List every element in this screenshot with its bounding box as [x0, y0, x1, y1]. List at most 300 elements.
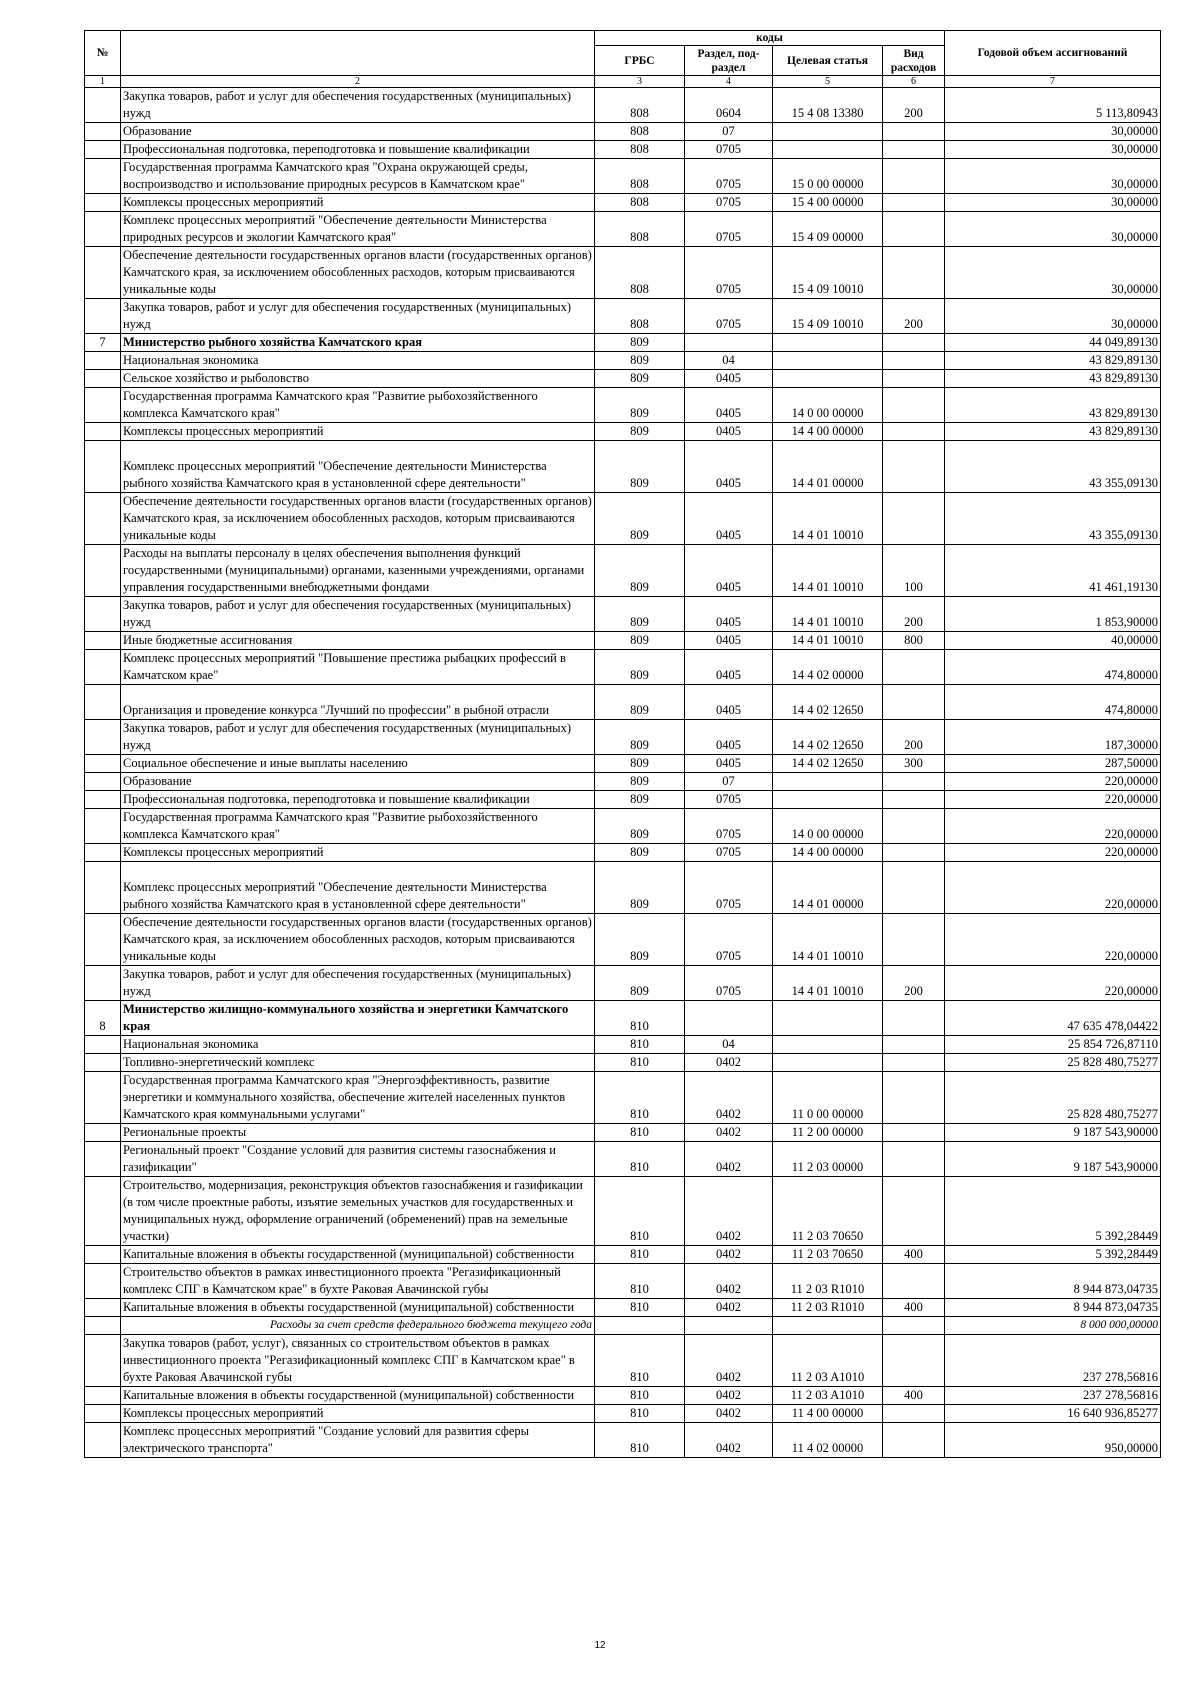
table-row — [85, 844, 1161, 862]
row-target: 15 4 09 00000 — [773, 212, 883, 247]
row-section: 0405 — [685, 755, 773, 773]
row-exptype — [883, 423, 945, 441]
row-section: 0705 — [685, 141, 773, 159]
row-amount: 43 829,89130 — [945, 352, 1161, 370]
row-number — [85, 773, 121, 791]
row-grbs: 809 — [595, 720, 685, 755]
colnum-3: 3 — [595, 76, 685, 88]
row-grbs — [595, 1317, 685, 1335]
row-section: 0402 — [685, 1124, 773, 1142]
row-number — [85, 1142, 121, 1177]
row-amount: 25 828 480,75277 — [945, 1054, 1161, 1072]
row-target: 11 2 03 R1010 — [773, 1264, 883, 1299]
row-name: Организация и проведение конкурса "Лучший по профессии" в рыбной отрасли — [121, 685, 595, 720]
row-number — [85, 1423, 121, 1458]
table-row — [85, 809, 1161, 844]
row-target: 14 4 00 00000 — [773, 423, 883, 441]
row-name: Закупка товаров, работ и услуг для обеспечения государственных (муниципальных) нужд — [121, 966, 595, 1001]
row-grbs: 808 — [595, 159, 685, 194]
budget-table — [84, 30, 1161, 1458]
row-grbs: 809 — [595, 441, 685, 493]
row-exptype — [883, 352, 945, 370]
row-section: 0405 — [685, 441, 773, 493]
row-amount: 43 829,89130 — [945, 388, 1161, 423]
row-target: 15 4 09 10010 — [773, 299, 883, 334]
row-name: Топливно-энергетический комплекс — [121, 1054, 595, 1072]
row-amount: 30,00000 — [945, 247, 1161, 299]
row-target: 14 4 01 00000 — [773, 862, 883, 914]
row-target — [773, 352, 883, 370]
row-amount: 220,00000 — [945, 809, 1161, 844]
row-grbs: 810 — [595, 1177, 685, 1246]
row-section: 0405 — [685, 650, 773, 685]
table-row — [85, 914, 1161, 966]
row-exptype — [883, 123, 945, 141]
row-section: 0405 — [685, 493, 773, 545]
header-target: Целевая статья — [773, 46, 883, 76]
row-grbs: 809 — [595, 773, 685, 791]
row-name: Капитальные вложения в объекты государственной (муниципальной) собственности — [121, 1246, 595, 1264]
row-name: Государственная программа Камчатского края "Энергоэффективность, развитие энергетики и коммунального хозяйства, обеспечение жителей населенных пунктов Камчатского края коммунальными услугами" — [121, 1072, 595, 1124]
row-number — [85, 1405, 121, 1423]
row-number — [85, 1177, 121, 1246]
row-grbs: 808 — [595, 194, 685, 212]
row-number — [85, 194, 121, 212]
table-row — [85, 123, 1161, 141]
row-grbs: 810 — [595, 1124, 685, 1142]
row-number — [85, 247, 121, 299]
row-section: 0405 — [685, 423, 773, 441]
row-target: 14 4 02 00000 — [773, 650, 883, 685]
row-grbs: 810 — [595, 1054, 685, 1072]
table-row — [85, 370, 1161, 388]
row-number — [85, 1387, 121, 1405]
row-number — [85, 159, 121, 194]
row-target — [773, 1036, 883, 1054]
row-target: 14 4 00 00000 — [773, 844, 883, 862]
row-section — [685, 1001, 773, 1036]
row-name: Иные бюджетные ассигнования — [121, 632, 595, 650]
row-section: 0402 — [685, 1335, 773, 1387]
row-grbs: 810 — [595, 1264, 685, 1299]
row-exptype — [883, 1036, 945, 1054]
table-row — [85, 1335, 1161, 1387]
row-name: Региональные проекты — [121, 1124, 595, 1142]
row-amount: 47 635 478,04422 — [945, 1001, 1161, 1036]
colnum-6: 6 — [883, 76, 945, 88]
row-amount: 9 187 543,90000 — [945, 1124, 1161, 1142]
row-target: 11 2 00 00000 — [773, 1124, 883, 1142]
table-row — [85, 1177, 1161, 1246]
row-exptype — [883, 159, 945, 194]
row-section: 0705 — [685, 791, 773, 809]
table-row — [85, 755, 1161, 773]
row-exptype: 400 — [883, 1246, 945, 1264]
row-name: Комплексы процессных мероприятий — [121, 194, 595, 212]
row-number — [85, 650, 121, 685]
row-name: Национальная экономика — [121, 352, 595, 370]
row-amount: 16 640 936,85277 — [945, 1405, 1161, 1423]
row-grbs: 809 — [595, 423, 685, 441]
row-exptype: 100 — [883, 545, 945, 597]
row-section: 0705 — [685, 966, 773, 1001]
row-exptype — [883, 1264, 945, 1299]
row-amount: 30,00000 — [945, 159, 1161, 194]
row-exptype — [883, 141, 945, 159]
row-grbs: 810 — [595, 1142, 685, 1177]
row-exptype — [883, 247, 945, 299]
row-target: 14 4 01 10010 — [773, 545, 883, 597]
page-number: 12 — [594, 1640, 606, 1651]
row-section — [685, 1317, 773, 1335]
row-section: 0705 — [685, 844, 773, 862]
row-amount: 474,80000 — [945, 685, 1161, 720]
row-name: Профессиональная подготовка, переподготовка и повышение квалификации — [121, 791, 595, 809]
row-name: Закупка товаров, работ и услуг для обеспечения государственных (муниципальных) нужд — [121, 597, 595, 632]
row-amount: 8 944 873,04735 — [945, 1264, 1161, 1299]
row-name: Строительство объектов в рамках инвестиционного проекта "Регазификационный комплекс СПГ в Камчатском крае" в бухте Раковая Авачинской губы — [121, 1264, 595, 1299]
row-number — [85, 862, 121, 914]
row-grbs: 810 — [595, 1387, 685, 1405]
budget-sheet — [84, 30, 1160, 1458]
row-grbs: 810 — [595, 1335, 685, 1387]
row-name: Образование — [121, 773, 595, 791]
row-exptype — [883, 685, 945, 720]
row-section: 0405 — [685, 720, 773, 755]
row-exptype — [883, 334, 945, 352]
row-section: 0405 — [685, 545, 773, 597]
row-name: Комплекс процессных мероприятий "Обеспечение деятельности Министерства рыбного хозяйства Камчатского края в установленной сфере деятельности" — [121, 441, 595, 493]
table-row — [85, 441, 1161, 493]
row-exptype: 200 — [883, 966, 945, 1001]
header-exptype: Вид расходов — [883, 46, 945, 76]
header-section: Раздел, под-раздел — [685, 46, 773, 76]
row-exptype — [883, 914, 945, 966]
row-section: 0402 — [685, 1177, 773, 1246]
row-grbs: 810 — [595, 1299, 685, 1317]
row-number — [85, 914, 121, 966]
row-number — [85, 1054, 121, 1072]
row-grbs: 810 — [595, 1001, 685, 1036]
row-name: Сельское хозяйство и рыболовство — [121, 370, 595, 388]
row-target: 14 4 02 12650 — [773, 720, 883, 755]
table-row — [85, 1423, 1161, 1458]
row-name: Закупка товаров, работ и услуг для обеспечения государственных (муниципальных) нужд — [121, 88, 595, 123]
row-number — [85, 844, 121, 862]
row-exptype: 400 — [883, 1387, 945, 1405]
row-amount: 40,00000 — [945, 632, 1161, 650]
row-name: Комплекс процессных мероприятий "Обеспечение деятельности Министерства рыбного хозяйства Камчатского края в установленной сфере деятельности" — [121, 862, 595, 914]
row-name: Министерство рыбного хозяйства Камчатского края — [121, 334, 595, 352]
row-amount: 43 355,09130 — [945, 441, 1161, 493]
row-grbs: 809 — [595, 755, 685, 773]
row-target: 11 2 03 70650 — [773, 1246, 883, 1264]
row-amount: 8 944 873,04735 — [945, 1299, 1161, 1317]
row-number — [85, 441, 121, 493]
row-target: 11 2 03 00000 — [773, 1142, 883, 1177]
row-target — [773, 334, 883, 352]
table-row — [85, 334, 1161, 352]
row-grbs: 810 — [595, 1072, 685, 1124]
row-number: 8 — [85, 1001, 121, 1036]
row-target: 14 4 02 12650 — [773, 685, 883, 720]
row-name: Министерство жилищно-коммунального хозяйства и энергетики Камчатского края — [121, 1001, 595, 1036]
table-row — [85, 720, 1161, 755]
row-exptype — [883, 773, 945, 791]
row-grbs: 808 — [595, 299, 685, 334]
row-target: 14 0 00 00000 — [773, 388, 883, 423]
row-grbs: 808 — [595, 123, 685, 141]
row-amount: 220,00000 — [945, 773, 1161, 791]
table-row — [85, 1036, 1161, 1054]
row-exptype: 200 — [883, 597, 945, 632]
row-exptype — [883, 1124, 945, 1142]
row-number — [85, 632, 121, 650]
row-amount: 44 049,89130 — [945, 334, 1161, 352]
row-number — [85, 1317, 121, 1335]
row-number — [85, 352, 121, 370]
table-row — [85, 1299, 1161, 1317]
row-exptype — [883, 809, 945, 844]
row-number — [85, 755, 121, 773]
row-target: 14 4 01 10010 — [773, 632, 883, 650]
row-name: Комплекс процессных мероприятий "Повышение престижа рыбацких профессий в Камчатском крае" — [121, 650, 595, 685]
row-amount: 9 187 543,90000 — [945, 1142, 1161, 1177]
row-section: 0705 — [685, 914, 773, 966]
table-row — [85, 388, 1161, 423]
table-row — [85, 1072, 1161, 1124]
row-name: Комплексы процессных мероприятий — [121, 423, 595, 441]
row-amount: 220,00000 — [945, 862, 1161, 914]
row-number — [85, 370, 121, 388]
row-grbs: 810 — [595, 1423, 685, 1458]
row-number — [85, 1335, 121, 1387]
row-number: 7 — [85, 334, 121, 352]
row-name: Обеспечение деятельности государственных органов власти (государственных органов) Камчатского края, за исключением обособленных расходов, которым присваиваются уникальные коды — [121, 914, 595, 966]
colnum-4: 4 — [685, 76, 773, 88]
table-row — [85, 632, 1161, 650]
row-name: Расходы за счет средств федерального бюджета текущего года — [121, 1317, 595, 1335]
row-number — [85, 141, 121, 159]
row-section: 07 — [685, 123, 773, 141]
row-name: Комплекс процессных мероприятий "Обеспечение деятельности Министерства природных ресурсов и экологии Камчатского края" — [121, 212, 595, 247]
row-number — [85, 597, 121, 632]
row-number — [85, 1246, 121, 1264]
row-exptype — [883, 844, 945, 862]
row-amount: 220,00000 — [945, 966, 1161, 1001]
row-name: Региональный проект "Создание условий для развития системы газоснабжения и газификации" — [121, 1142, 595, 1177]
row-name: Закупка товаров (работ, услуг), связанных со строительством объектов в рамках инвестиционного проекта "Регазификационный комплекс СПГ в Камчатском крае" в бухте Раковая Авачинской губы — [121, 1335, 595, 1387]
row-section: 0705 — [685, 194, 773, 212]
row-target: 15 4 00 00000 — [773, 194, 883, 212]
row-section: 04 — [685, 352, 773, 370]
row-exptype: 800 — [883, 632, 945, 650]
row-name: Государственная программа Камчатского края "Охрана окружающей среды, воспроизводство и использование природных ресурсов в Камчатском крае" — [121, 159, 595, 194]
row-amount: 30,00000 — [945, 212, 1161, 247]
row-target: 11 2 03 A1010 — [773, 1335, 883, 1387]
row-number — [85, 123, 121, 141]
row-grbs: 809 — [595, 791, 685, 809]
row-target: 14 4 02 12650 — [773, 755, 883, 773]
colnum-5: 5 — [773, 76, 883, 88]
table-row — [85, 299, 1161, 334]
row-amount: 43 829,89130 — [945, 370, 1161, 388]
row-name: Закупка товаров, работ и услуг для обеспечения государственных (муниципальных) нужд — [121, 299, 595, 334]
row-number — [85, 388, 121, 423]
row-number — [85, 212, 121, 247]
row-grbs: 810 — [595, 1246, 685, 1264]
table-row — [85, 212, 1161, 247]
row-amount: 950,00000 — [945, 1423, 1161, 1458]
row-grbs: 809 — [595, 632, 685, 650]
table-row — [85, 423, 1161, 441]
row-exptype — [883, 370, 945, 388]
row-amount: 5 392,28449 — [945, 1246, 1161, 1264]
row-section: 0402 — [685, 1405, 773, 1423]
row-exptype — [883, 791, 945, 809]
table-row — [85, 1142, 1161, 1177]
row-amount: 220,00000 — [945, 791, 1161, 809]
row-section: 0402 — [685, 1246, 773, 1264]
row-target — [773, 1001, 883, 1036]
row-grbs: 809 — [595, 545, 685, 597]
budget-table-body — [85, 88, 1161, 1458]
row-name: Национальная экономика — [121, 1036, 595, 1054]
row-grbs: 809 — [595, 388, 685, 423]
row-target: 14 4 01 10010 — [773, 493, 883, 545]
row-name: Обеспечение деятельности государственных органов власти (государственных органов) Камчатского края, за исключением обособленных расходов, которым присваиваются уникальные коды — [121, 493, 595, 545]
row-grbs: 809 — [595, 966, 685, 1001]
table-row — [85, 1001, 1161, 1036]
row-target — [773, 123, 883, 141]
row-exptype — [883, 1054, 945, 1072]
row-section: 0405 — [685, 685, 773, 720]
row-exptype — [883, 1405, 945, 1423]
row-amount: 5 113,80943 — [945, 88, 1161, 123]
row-number — [85, 299, 121, 334]
row-exptype — [883, 1072, 945, 1124]
row-exptype: 400 — [883, 1299, 945, 1317]
row-target: 11 4 00 00000 — [773, 1405, 883, 1423]
row-section: 04 — [685, 1036, 773, 1054]
row-grbs: 809 — [595, 650, 685, 685]
row-section: 0705 — [685, 159, 773, 194]
row-section: 0405 — [685, 388, 773, 423]
header-grbs: ГРБС — [595, 46, 685, 76]
header-amount: Годовой объем ассигнований — [945, 31, 1161, 76]
row-exptype — [883, 441, 945, 493]
row-number — [85, 1124, 121, 1142]
row-section: 0705 — [685, 299, 773, 334]
row-name: Капитальные вложения в объекты государственной (муниципальной) собственности — [121, 1387, 595, 1405]
row-amount: 5 392,28449 — [945, 1177, 1161, 1246]
row-number — [85, 493, 121, 545]
row-target: 11 2 03 A1010 — [773, 1387, 883, 1405]
table-row — [85, 1246, 1161, 1264]
row-number — [85, 685, 121, 720]
row-grbs: 810 — [595, 1036, 685, 1054]
row-section: 0402 — [685, 1423, 773, 1458]
row-number — [85, 1036, 121, 1054]
row-amount: 43 355,09130 — [945, 493, 1161, 545]
row-number — [85, 1264, 121, 1299]
row-section: 0705 — [685, 862, 773, 914]
row-grbs: 809 — [595, 914, 685, 966]
row-section: 0705 — [685, 809, 773, 844]
row-section: 0402 — [685, 1142, 773, 1177]
row-target: 14 0 00 00000 — [773, 809, 883, 844]
row-section: 0402 — [685, 1264, 773, 1299]
row-number — [85, 1072, 121, 1124]
row-section: 0705 — [685, 212, 773, 247]
column-numbers-row — [85, 76, 1161, 88]
row-name: Государственная программа Камчатского края "Развитие рыбохозяйственного комплекса Камчатского края" — [121, 809, 595, 844]
row-amount: 25 854 726,87110 — [945, 1036, 1161, 1054]
row-amount: 220,00000 — [945, 844, 1161, 862]
row-target — [773, 1317, 883, 1335]
row-name: Строительство, модернизация, реконструкция объектов газоснабжения и газификации (в том числе проектные работы, изъятие земельных участков для государственных и муниципальных нужд, оформление ограничений (обременений) прав на земельные участки) — [121, 1177, 595, 1246]
row-exptype — [883, 1177, 945, 1246]
row-amount: 30,00000 — [945, 141, 1161, 159]
row-name: Обеспечение деятельности государственных органов власти (государственных органов) Камчатского края, за исключением обособленных расходов, которым присваиваются уникальные коды — [121, 247, 595, 299]
row-amount: 287,50000 — [945, 755, 1161, 773]
row-grbs: 808 — [595, 141, 685, 159]
table-row — [85, 1317, 1161, 1335]
row-name: Комплекс процессных мероприятий "Создание условий для развития сферы электрического транспорта" — [121, 1423, 595, 1458]
row-section: 0402 — [685, 1299, 773, 1317]
row-target: 11 2 03 70650 — [773, 1177, 883, 1246]
row-grbs: 809 — [595, 370, 685, 388]
row-amount: 237 278,56816 — [945, 1335, 1161, 1387]
row-exptype: 200 — [883, 720, 945, 755]
table-row — [85, 966, 1161, 1001]
row-exptype — [883, 1142, 945, 1177]
header-no: № — [85, 31, 121, 76]
row-target: 11 4 02 00000 — [773, 1423, 883, 1458]
table-row — [85, 597, 1161, 632]
row-section: 0405 — [685, 632, 773, 650]
table-row — [85, 1387, 1161, 1405]
table-row — [85, 493, 1161, 545]
row-target — [773, 791, 883, 809]
row-amount: 30,00000 — [945, 299, 1161, 334]
table-row — [85, 194, 1161, 212]
table-row — [85, 545, 1161, 597]
row-exptype: 200 — [883, 299, 945, 334]
row-exptype — [883, 493, 945, 545]
row-number — [85, 1299, 121, 1317]
header-name — [121, 31, 595, 76]
row-name: Профессиональная подготовка, переподготовка и повышение квалификации — [121, 141, 595, 159]
row-exptype — [883, 212, 945, 247]
table-row — [85, 352, 1161, 370]
table-row — [85, 88, 1161, 123]
row-section: 0705 — [685, 247, 773, 299]
row-target: 14 4 01 00000 — [773, 441, 883, 493]
row-exptype — [883, 194, 945, 212]
row-name: Комплексы процессных мероприятий — [121, 1405, 595, 1423]
row-exptype — [883, 862, 945, 914]
row-grbs: 810 — [595, 1405, 685, 1423]
row-section: 07 — [685, 773, 773, 791]
row-target — [773, 773, 883, 791]
table-row — [85, 650, 1161, 685]
row-exptype — [883, 388, 945, 423]
row-section: 0604 — [685, 88, 773, 123]
row-target — [773, 370, 883, 388]
row-target: 15 0 00 00000 — [773, 159, 883, 194]
row-exptype — [883, 1423, 945, 1458]
